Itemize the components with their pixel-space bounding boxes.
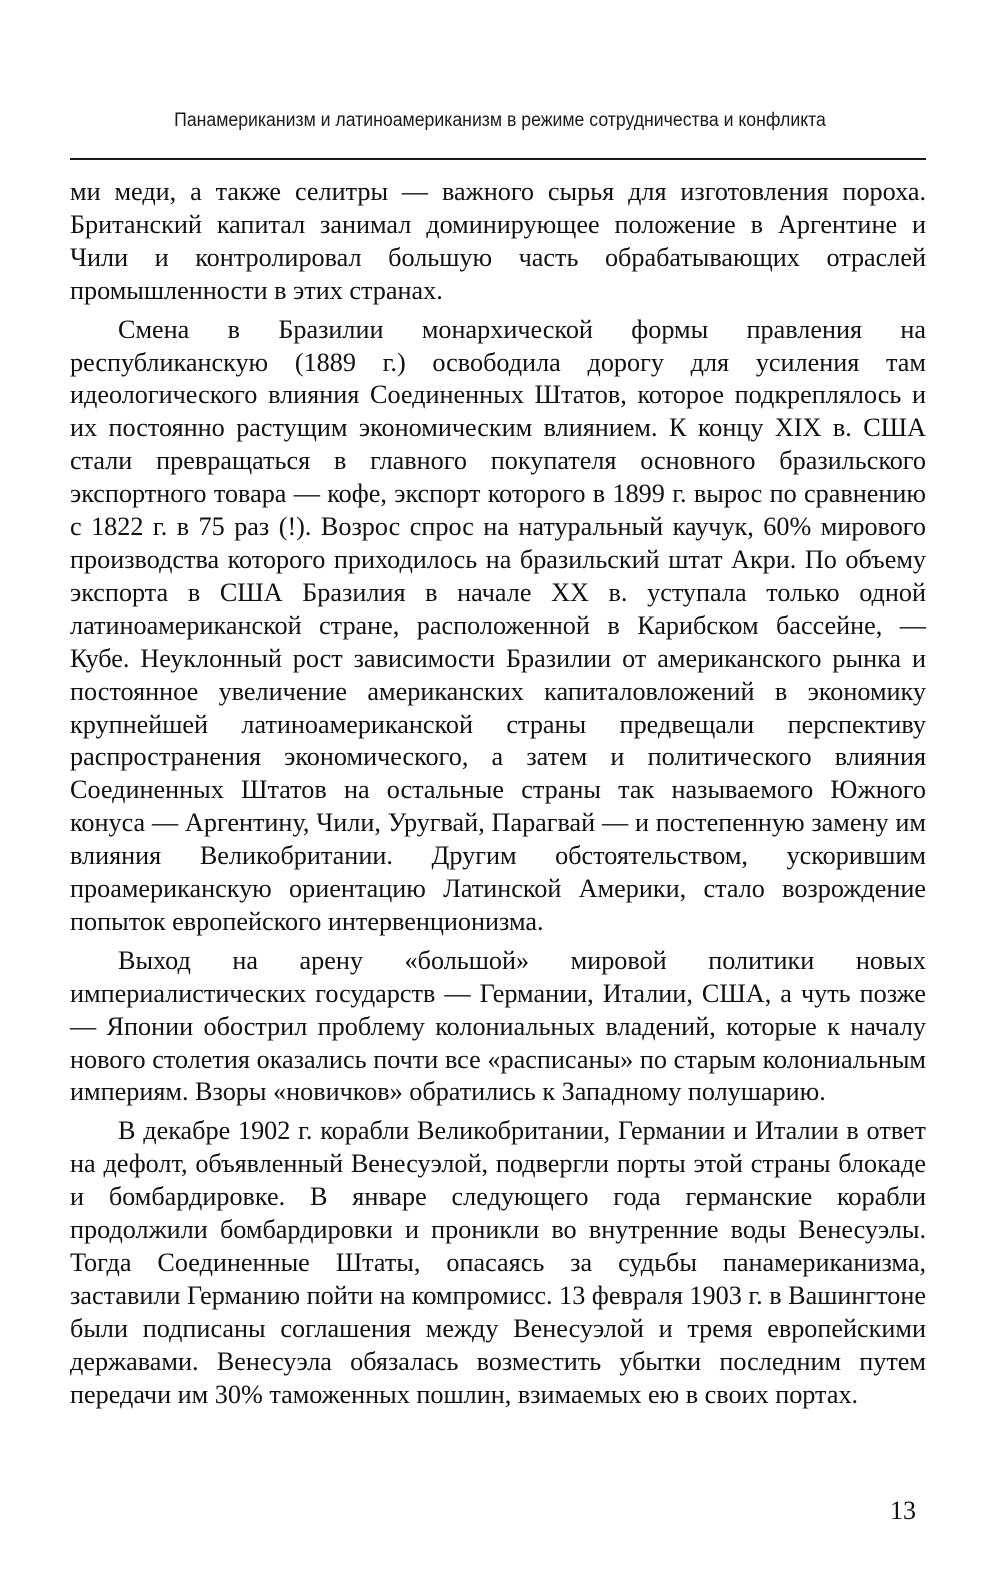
running-head: Панамериканизм и латиноамериканизм в режиме сотрудничества и конфликта — [174, 110, 826, 131]
paragraph: Смена в Бразилии монархической формы правления на республиканскую (1889 г.) освободила дорогу для усиления там идеологического влияния Соединенных Штатов, которое подкреплялось и их постоянно растущим экономическим влиянием. К концу XIX в. США стали превращаться в главного покупателя основного бразильского экспортного товара — кофе, экспорт которого в 1899 г. вырос по сравнению с 1822 г. в 75 раз (!). Возрос спрос на натуральный каучук, 60% мирового производства которого приходилось на бразильский штат Акри. По объему экспорта в США Бразилия в начале XX в. уступала только одной латиноамериканской стране, расположенной в Карибском бассейне, — Кубе. Неуклонный рост зависимости Бразилии от американского рынка и постоянное увеличение американских капиталовложений в экономику крупнейшей латиноамериканской страны предвещали перспективу распространения экономического, а затем и политического влияния Соединенных Штатов на остальные страны так называемого Южного конуса — Аргентину, Чили, Уругвай, Парагвай — и постепенную замену им влияния Великобритании. Другим обстоятельством, ускорившим проамериканскую ориентацию Латинской Америки, стало возрождение попыток европейского интервенционизма. — [70, 314, 926, 936]
header-rule — [70, 158, 926, 160]
paragraph: Выход на арену «большой» мировой политики новых империалистических государств — Германии, Италии, США, а чуть позже — Японии обострил проблему колониальных владений, которые к началу нового столетия оказались почти все «расписаны» по старым колониальным империям. Взоры «новичков» обратились к Западному полушарию. — [70, 945, 926, 1107]
paragraph: В декабре 1902 г. корабли Великобритании, Германии и Италии в ответ на дефолт, объявленный Венесуэлой, подвергли порты этой страны блокаде и бомбардировке. В январе следующего года германские корабли продолжили бомбардировки и проникли во внутренние воды Венесуэлы. Тогда Соединенные Штаты, опасаясь за судьбы панамериканизма, заставили Германию пойти на компромисс. 13 февраля 1903 г. в Вашингтоне были подписаны соглашения между Венесуэлой и тремя европейскими державами. Венесуэла обязалась возместить убытки последним путем передачи им 30% таможенных пошлин, взимаемых ею в своих портах. — [70, 1116, 926, 1409]
page-number: 13 — [890, 1496, 916, 1525]
paragraph: ми меди, а также селитры — важного сырья для изготовления пороха. Британский капитал занимал доминирующее положение в Аргентине и Чили и контролировал большую часть обрабатывающих отраслей промышленности в этих странах. — [70, 177, 926, 305]
body-text — [70, 176, 926, 1412]
